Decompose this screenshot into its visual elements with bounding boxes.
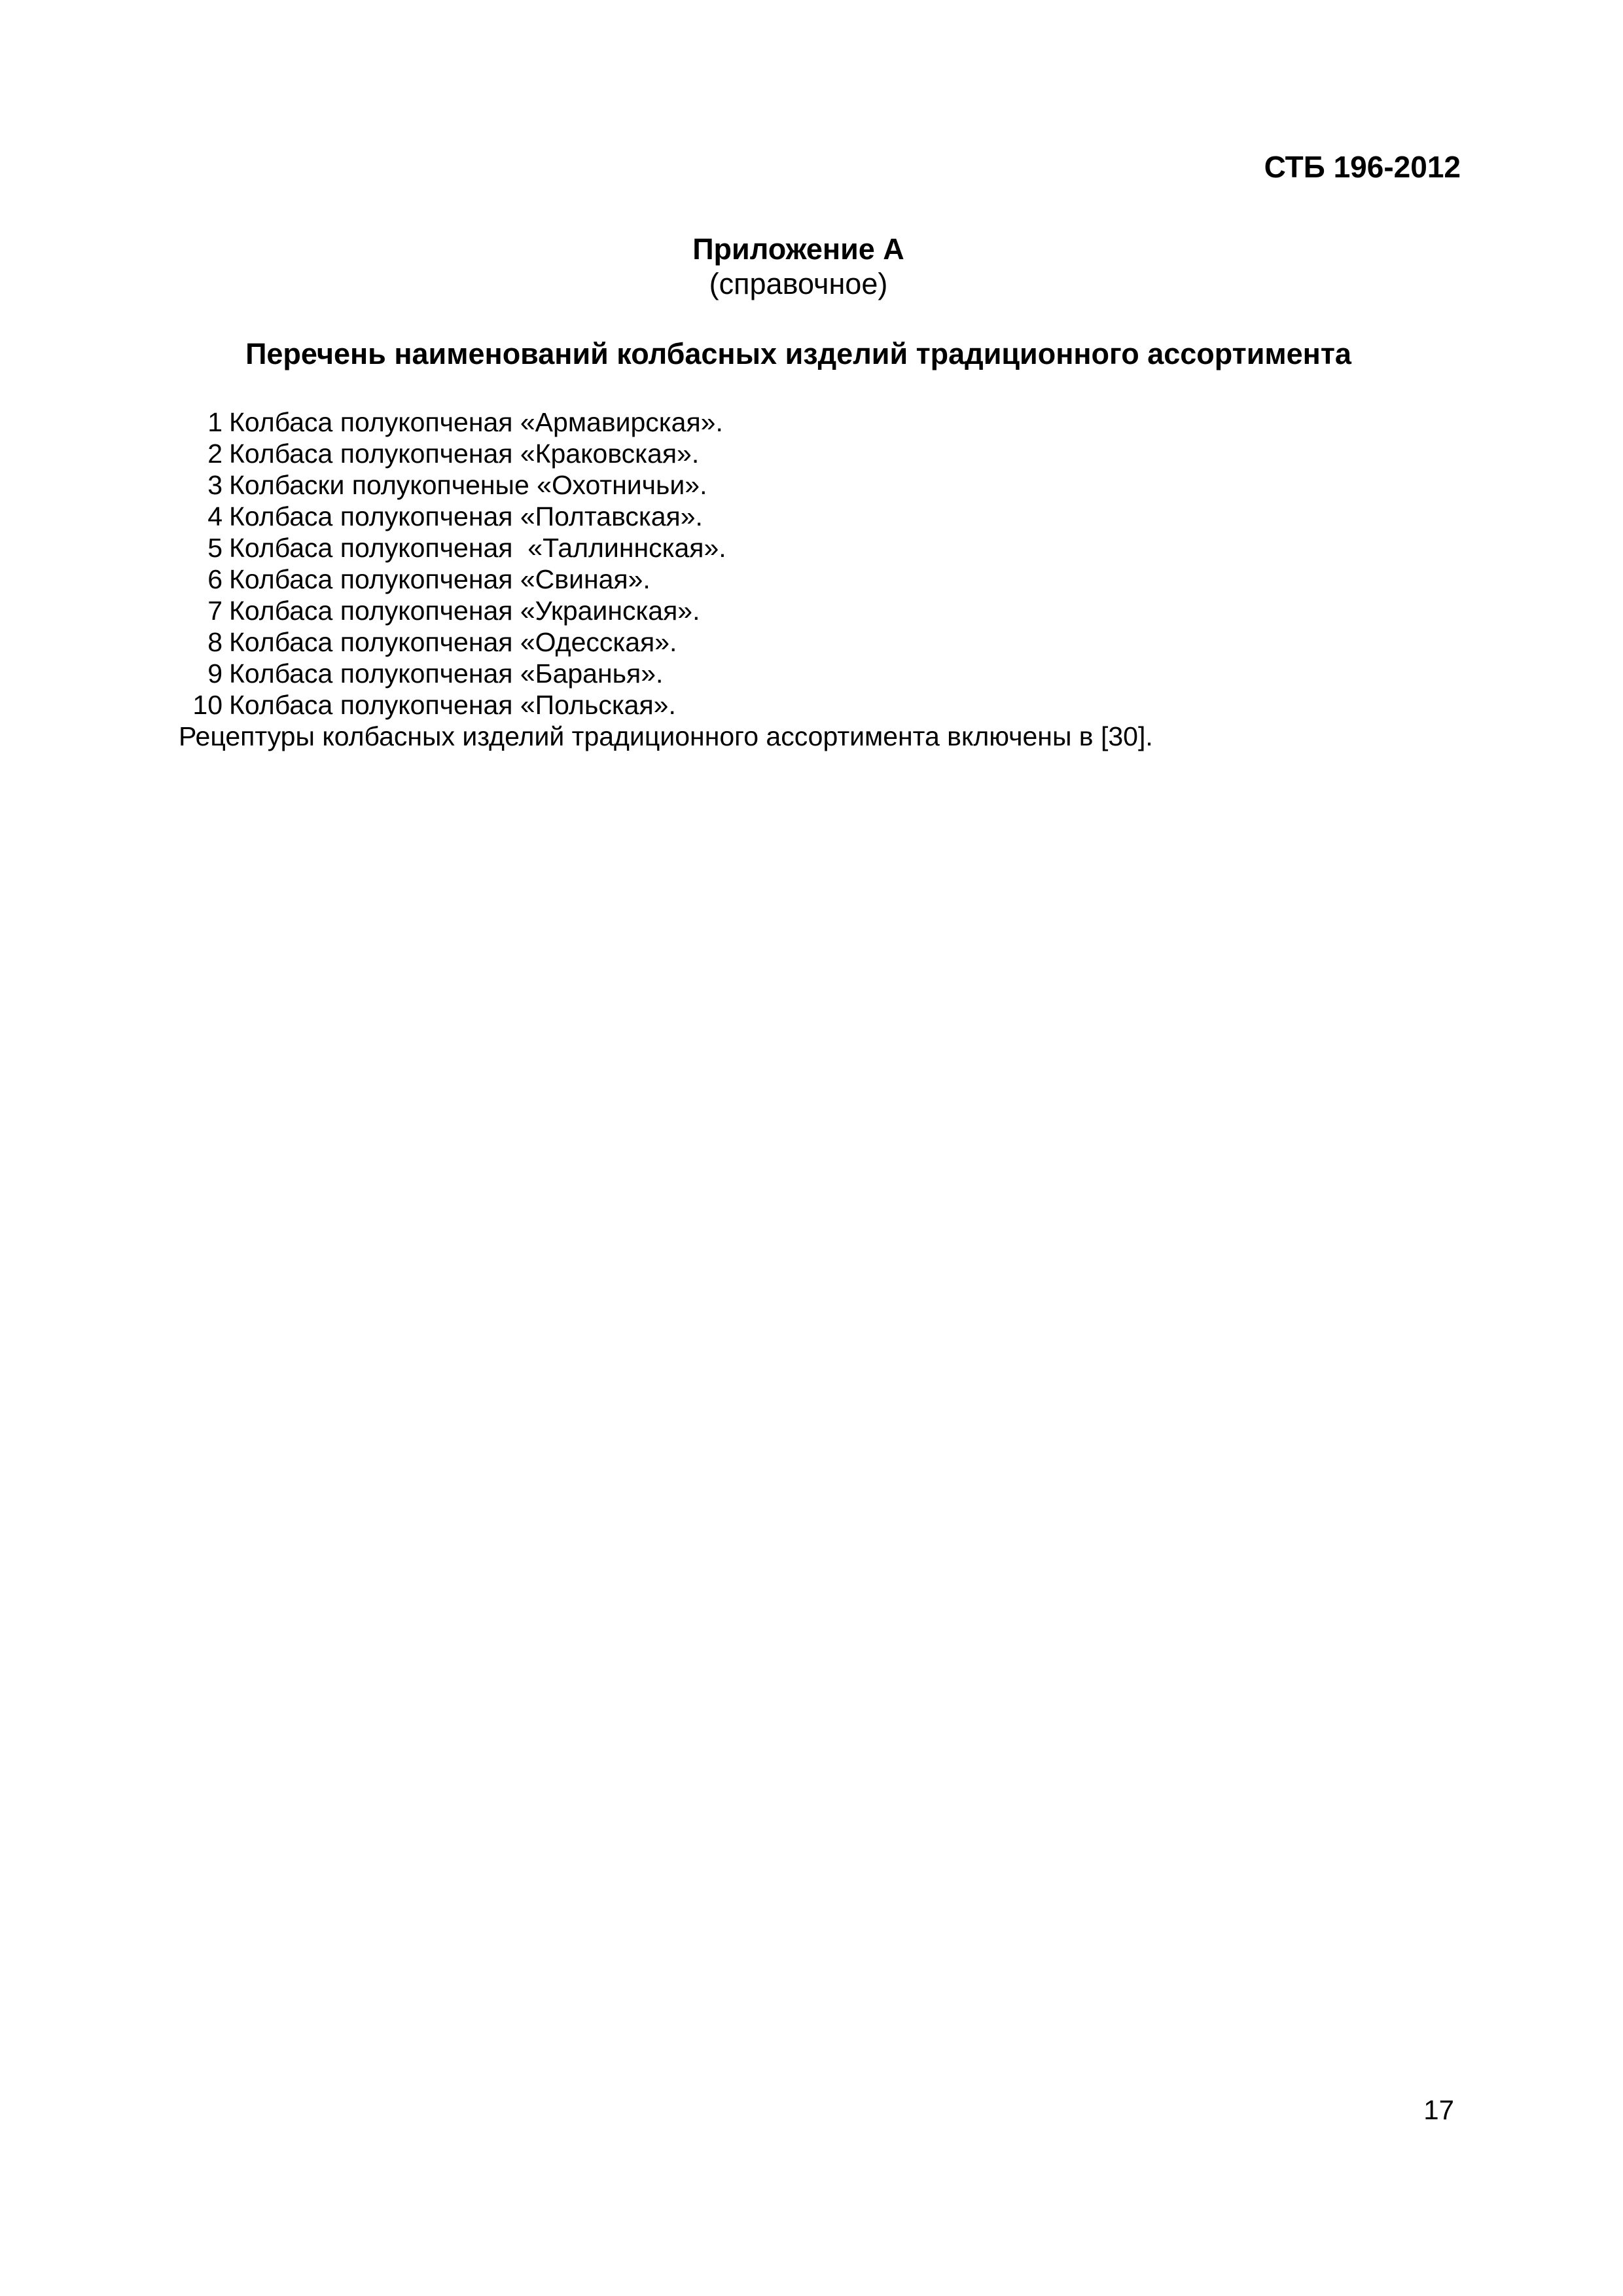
list-item: [170, 501, 726, 532]
footnote-text: Рецептуры колбасных изделий традиционного ассортимента включены в [30].: [179, 721, 1153, 751]
item-text: Колбаса полукопченая «Одесская».: [229, 627, 677, 657]
item-text: Колбаса полукопченая «Польская».: [229, 690, 676, 720]
list-item: [170, 564, 726, 595]
product-list: [170, 406, 726, 721]
item-number: 5: [207, 533, 223, 563]
page-number: 17: [1423, 2094, 1454, 2125]
list-item: [170, 626, 726, 658]
item-text: Колбаса полукопченая «Свиная».: [229, 564, 651, 594]
item-text: Колбаски полукопченые «Охотничьи».: [229, 470, 707, 500]
list-item: [170, 595, 726, 626]
list-item: [170, 658, 726, 689]
item-number: 2: [207, 439, 223, 469]
item-text: Колбаса полукопченая «Баранья».: [229, 658, 664, 689]
item-number: 9: [207, 658, 223, 689]
list-item: [170, 438, 726, 469]
item-text: Колбаса полукопченая «Украинская».: [229, 596, 700, 626]
item-number: 1: [207, 407, 223, 437]
item-text: Колбаса полукопченая «Армавирская».: [229, 407, 723, 437]
list-item: [170, 469, 726, 501]
item-number: 7: [207, 596, 223, 626]
item-number: 8: [207, 627, 223, 657]
item-number: 6: [207, 564, 223, 594]
document-code: СТБ 196-2012: [1264, 150, 1461, 184]
item-number: 4: [207, 501, 223, 531]
annex-title: Приложение А: [692, 232, 904, 266]
list-item: [170, 406, 726, 438]
annex-subtitle: (справочное): [709, 267, 888, 300]
list-item: [170, 532, 726, 564]
item-number: 10: [192, 690, 223, 720]
item-text: Колбаса полукопченая «Таллиннская».: [229, 533, 726, 563]
item-text: Колбаса полукопченая «Полтавская».: [229, 501, 703, 531]
list-heading: Перечень наименований колбасных изделий традиционного ассортимента: [245, 337, 1351, 370]
item-text: Колбаса полукопченая «Краковская».: [229, 439, 700, 469]
item-number: 3: [207, 470, 223, 500]
list-item: [170, 689, 726, 721]
